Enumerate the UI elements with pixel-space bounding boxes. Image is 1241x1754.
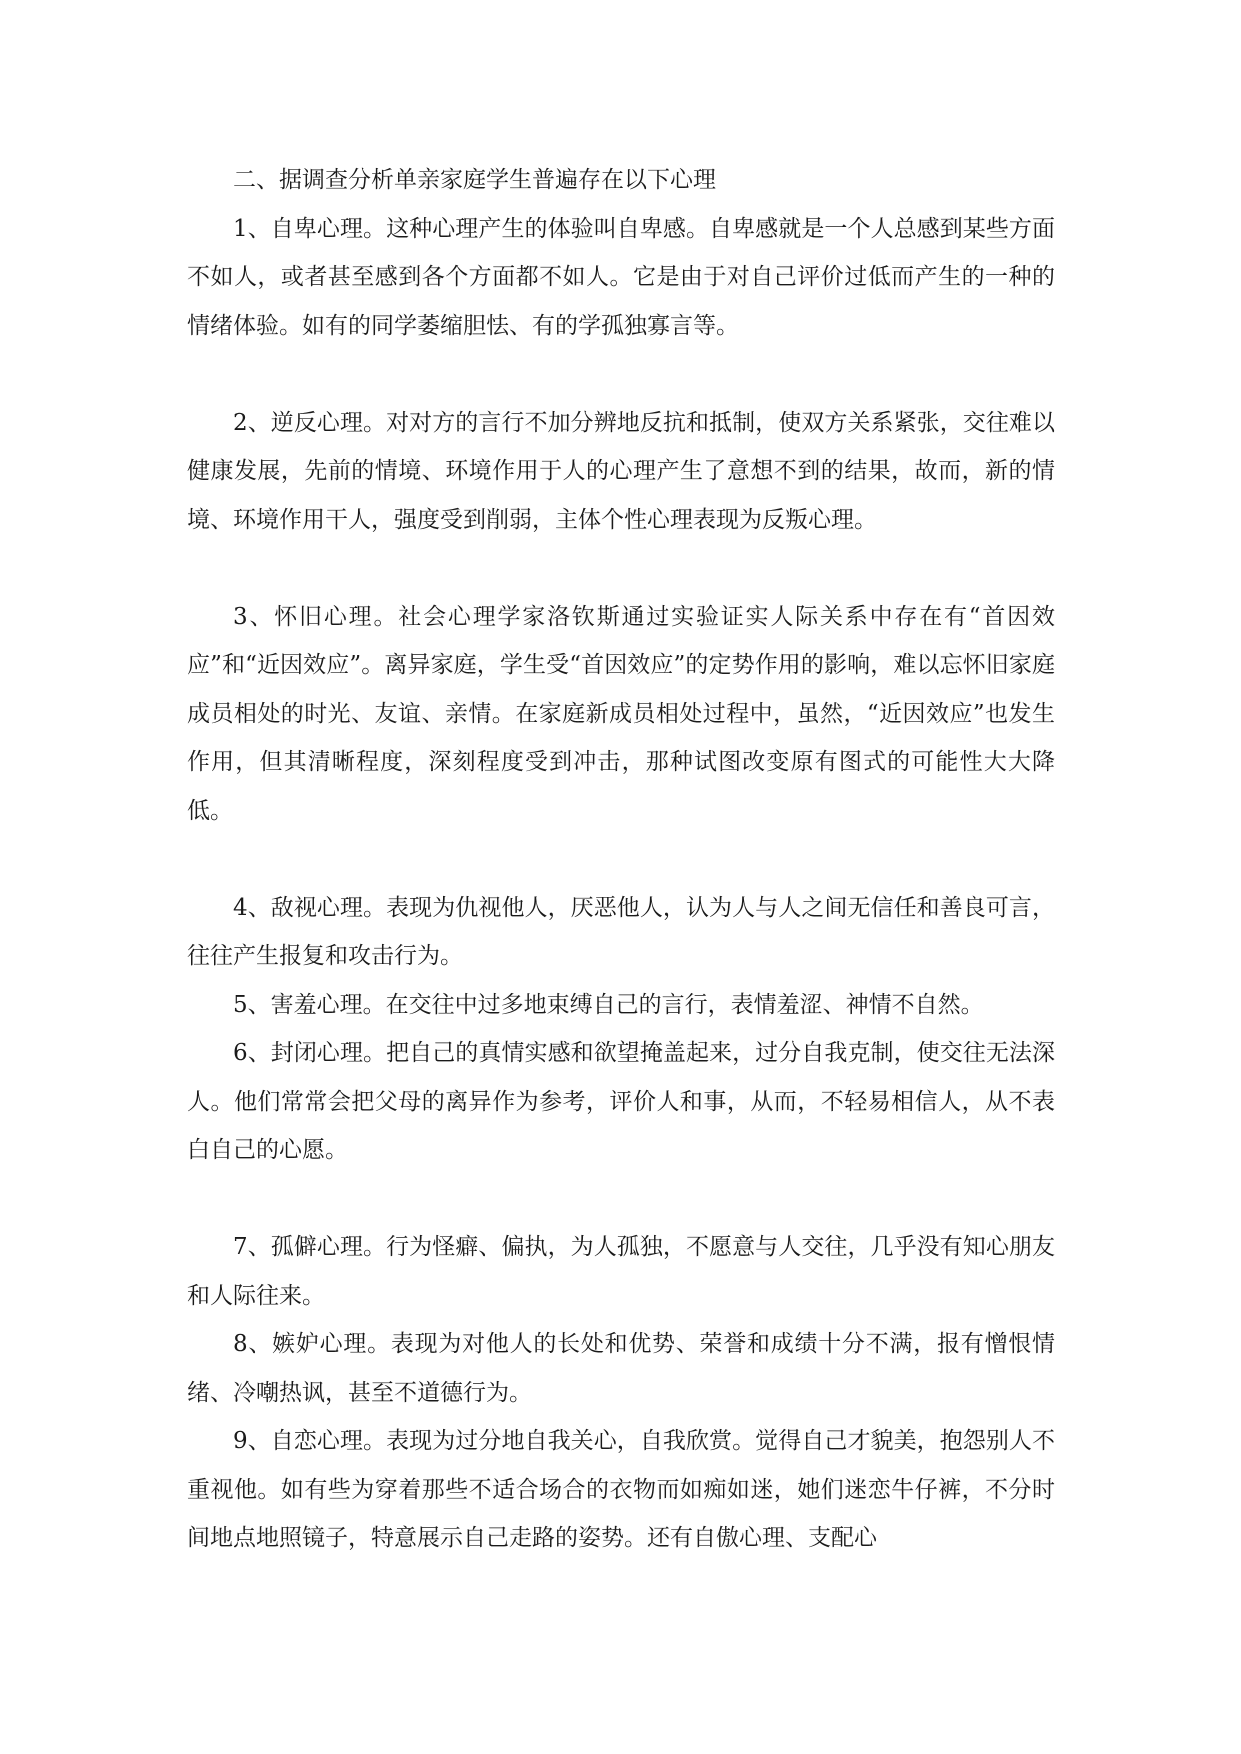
paragraph-gap	[187, 1175, 1055, 1224]
paragraph-hostility: 4、敌视心理。表现为仇视他人，厌恶他人，认为人与人之间无信任和善良可言，往往产生报复和攻击行为。	[187, 894, 1055, 969]
paragraph-inferiority: 1、自卑心理。这种心理产生的体验叫自卑感。自卑感就是一个人总感到某些方面不如人，或者甚至感到各个方面都不如人。它是由于对自己评价过低而产生的一种的情绪体验。如有的同学萎缩胆怯、有的学孤独寡言等。	[187, 215, 1055, 339]
paragraph-nostalgia: 3、怀旧心理。社会心理学家洛钦斯通过实验证实人际关系中存在有“首因效应”和“近因效应”。离异家庭，学生受“首因效应”的定势作用的影响，难以忘怀旧家庭成员相处的时光、友谊、亲情。在家庭新成员相处过程中，虽然，“近因效应”也发生作用，但其清晰程度，深刻程度受到冲击，那种试图改变原有图式的可能性大大降低。	[187, 603, 1055, 824]
paragraph-closedness: 6、封闭心理。把自己的真情实感和欲望掩盖起来，过分自我克制，使交往无法深人。他们常常会把父母的离异作为参考，评价人和事，从而，不轻易相信人，从不表白自己的心愿。	[187, 1040, 1055, 1163]
paragraph-shyness: 5、害羞心理。在交往中过多地束缚自己的言行，表情羞涩、神情不自然。	[233, 991, 984, 1018]
paragraph-gap	[187, 350, 1055, 399]
paragraph-narcissism: 9、自恋心理。表现为过分地自我关心，自我欣赏。觉得自己才貌美，抱怨别人不重视他。如有些为穿着那些不适合场合的衣物而如痴如迷，她们迷恋牛仔裤，不分时间地点地照镜子，特意展示自己走路的姿势。还有自傲心理、支配心	[187, 1428, 1055, 1551]
paragraph-isolation: 7、孤僻心理。行为怪癖、偏执，为人孤独，不愿意与人交往，几乎没有知心朋友和人际往来。	[187, 1234, 1055, 1309]
paragraph-rebellion: 2、逆反心理。对对方的言行不加分辨地反抗和抵制，使双方关系紧张，交往难以健康发展，先前的情境、环境作用于人的心理产生了意想不到的结果，故而，新的情境、环境作用干人，强度受到削弱，主体个性心理表现为反叛心理。	[187, 409, 1055, 533]
paragraph-jealousy: 8、嫉妒心理。表现为对他人的长处和优势、荣誉和成绩十分不满，报有憎恨情绪、冷嘲热讽，甚至不道德行为。	[187, 1331, 1055, 1406]
paragraph-gap	[187, 835, 1055, 884]
paragraph-gap	[187, 544, 1055, 593]
document-body	[187, 156, 1055, 1563]
section-heading: 二、据调查分析单亲家庭学生普遍存在以下心理	[233, 167, 716, 193]
